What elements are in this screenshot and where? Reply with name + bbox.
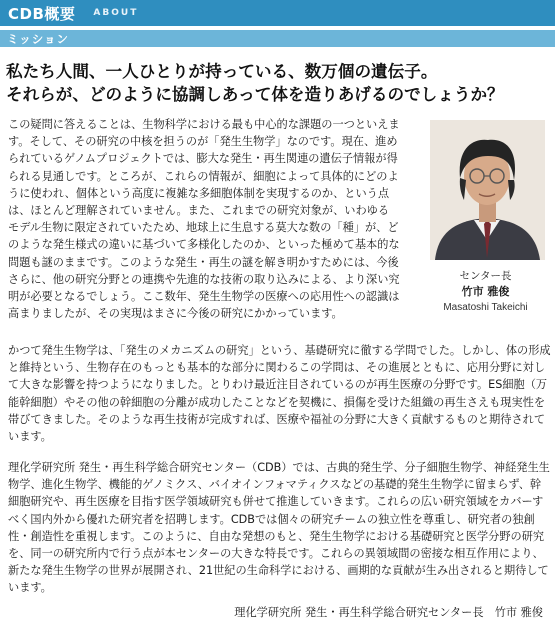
director-portrait — [430, 120, 545, 260]
paragraph-1: この疑問に答えることは、生物科学における最も中心的な課題の一つといえます。そして、その研究の中核を担うのが「発生生物学」なのです。現在、進められているゲノムプロジェクトでは、膨大な発生・再生関連の遺伝子情報が得られる見通しです。ところが、これらの情報が、細胞によって具体的にどのように使われ、個体という高度に複雑な多細胞体制を実現するのか、という点は、ほとんど理解されていません。また、これまでの研究対象が、いわゆるモデル生物に限定されていたため、地球上に生息する莫大な数の「種」が、どのような発生様式の違いに基づいて多様化したのか、といった極めて基本的な問題も謎のままです。このような発生・再生の謎を解き明かすためには、今後さらに、他の研究分野との連携や先進的な技術の取り込みによる、より深い究明が必要となるでしょう。ここ数年、発生生物学の医療への応用性への認識は高まりましたが、その実現はまさに今後の研究にかかっています。 — [8, 118, 400, 321]
paragraph-2: かつて発生生物学は、「発生のメカニズムの研究」という、基礎研究に徹する学問でした。しかし、体の形成と維持という、生物存在のもっとも基本的な部分に関わるこの学問は、その進展とともに、応用分野に対して大きな影響を持つようになりました。とりわけ最近注目されているのが再生医療の分野です。ES細胞（万能幹細胞）やその他の幹細胞の分離が成功したことなどを契機に、損傷を受けた組織の再生さえも現実性を帯びてきました。そのような再生技術が完成すれば、医療や福祉の分野に大きく貢献するものと期待されています。 — [8, 344, 551, 444]
paragraph-3: 理化学研究所 発生・再生科学総合研究センター（CDB）では、古典的発生学、分子細胞生物学、神経発生生物学、進化生物学、機能的ゲノミクス、バイオインフォマティクスなどの基礎的発生生物学に留まらず、幹細胞研究や、再生医療を目指す医学領域研究も併せて推進していきます。これらの広い研究領域をカバーすべく国内外から優れた研究者を招聘します。CDBでは個々の研究チームの独立性を尊重し、研究者の独創性・創造性を重視します。このように、自由な発想のもと、発生生物学における基礎研究と医学分野の研究を、同一の研究所内で行う点が本センターの大きな特長です。これらの異領域間の密接な相互作用により、新たな発生生物学の世界が展開され、21世紀の生命科学における、画期的な貢献が生み出されると期待しています。 — [8, 461, 550, 595]
director-portrait-image — [430, 120, 545, 260]
director-name-roman: Masatoshi Takeichi — [443, 302, 528, 313]
headline — [6, 60, 551, 106]
signature: 理化学研究所 発生・再生科学総合研究センター長 竹市 雅俊 — [234, 606, 543, 619]
section-heading: ミッション — [0, 30, 555, 47]
page-subtitle: ABOUT — [93, 8, 139, 18]
director-name: 竹市 雅俊 — [461, 285, 510, 298]
headline-line-1: 私たち人間、一人ひとりが持っている、数万個の遺伝子。 — [6, 61, 438, 81]
page-header — [0, 0, 555, 26]
headline-line-2: それらが、どのように協調しあって体を造りあげるのでしょうか？ — [6, 84, 504, 104]
page-title: CDB概要 — [8, 4, 76, 23]
director-role: センター長 — [459, 270, 512, 282]
